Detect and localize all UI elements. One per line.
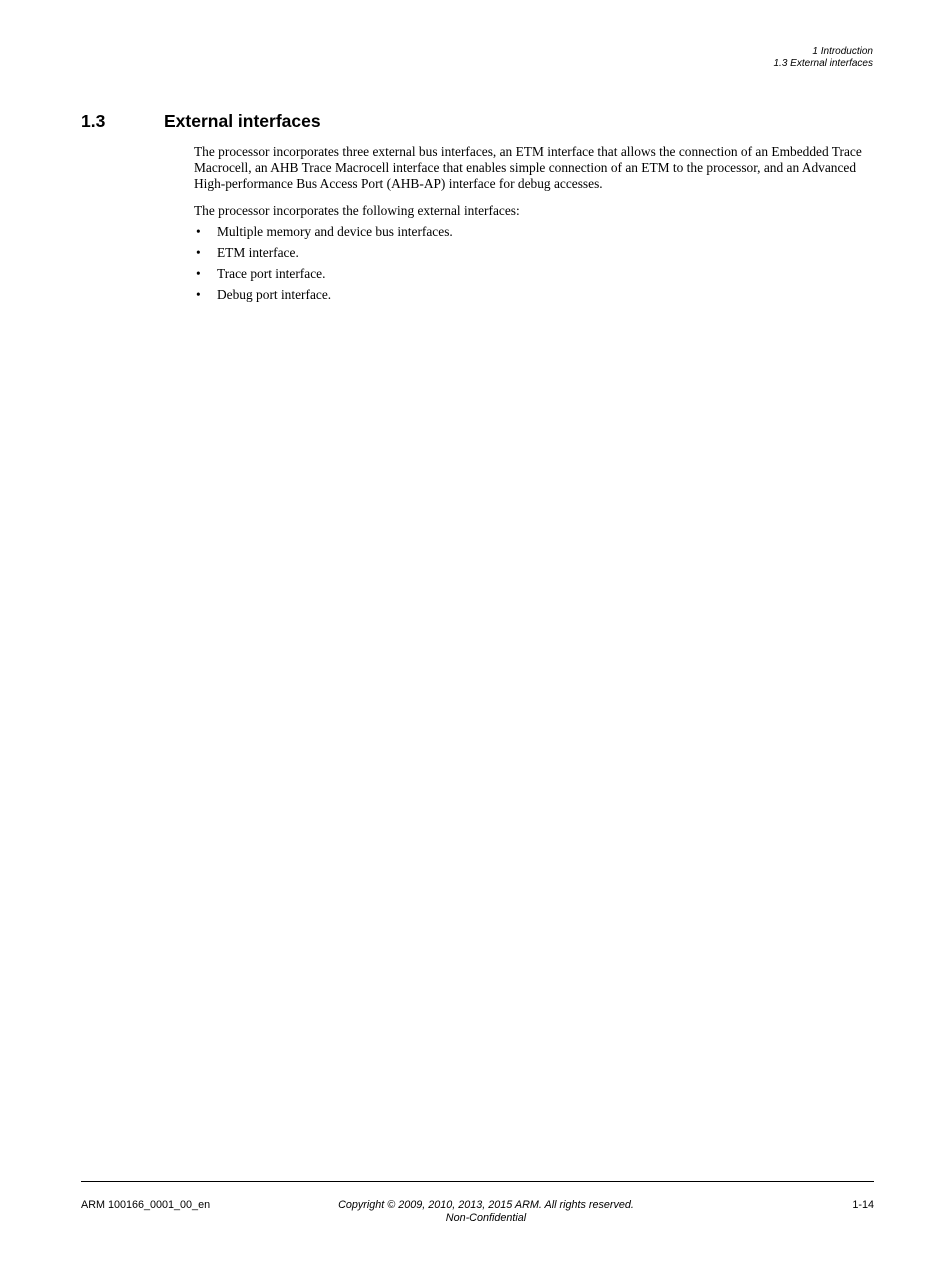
list-item-text: Debug port interface.: [217, 287, 332, 302]
bullet-icon: •: [196, 245, 201, 260]
section-number: 1.3: [81, 111, 106, 131]
intro-paragraph: The processor incorporates three external bus interfaces, an ETM interface that allows the connection of an Embedded Trace Macrocell, an AHB Trace Macrocell interface that enables simple connection of an ETM to the processor, and an Advanced High-performance Bus Access Port (AHB-AP) interface for debug accesses.: [194, 144, 862, 191]
running-header: [774, 46, 874, 70]
header-chapter: 1 Introduction: [812, 46, 873, 57]
list-item: [194, 245, 870, 261]
footer-page-number: 1-14: [852, 1199, 874, 1211]
list-intro: The processor incorporates the following external interfaces:: [194, 203, 520, 218]
list-item-text: Trace port interface.: [217, 266, 326, 281]
section-title: External interfaces: [164, 111, 321, 131]
section-body: [194, 144, 870, 303]
bullet-icon: •: [196, 266, 201, 281]
footer-copyright: Copyright © 2009, 2010, 2013, 2015 ARM. All rights reserved.: [338, 1199, 634, 1211]
list-item: [194, 266, 870, 282]
footer-copyright-block: [281, 1199, 691, 1225]
list-item-text: Multiple memory and device bus interfaces.: [217, 224, 453, 239]
list-item: [194, 224, 870, 240]
header-section: 1.3 External interfaces: [773, 58, 873, 69]
list-item-text: ETM interface.: [217, 245, 299, 260]
bullet-icon: •: [196, 224, 201, 239]
footer-divider: [81, 1181, 874, 1182]
interface-list: [194, 224, 870, 303]
footer-confidentiality: Non-Confidential: [445, 1212, 527, 1224]
bullet-icon: •: [196, 287, 201, 302]
footer-doc-id: ARM 100166_0001_00_en: [81, 1199, 211, 1211]
list-item: [194, 287, 870, 303]
